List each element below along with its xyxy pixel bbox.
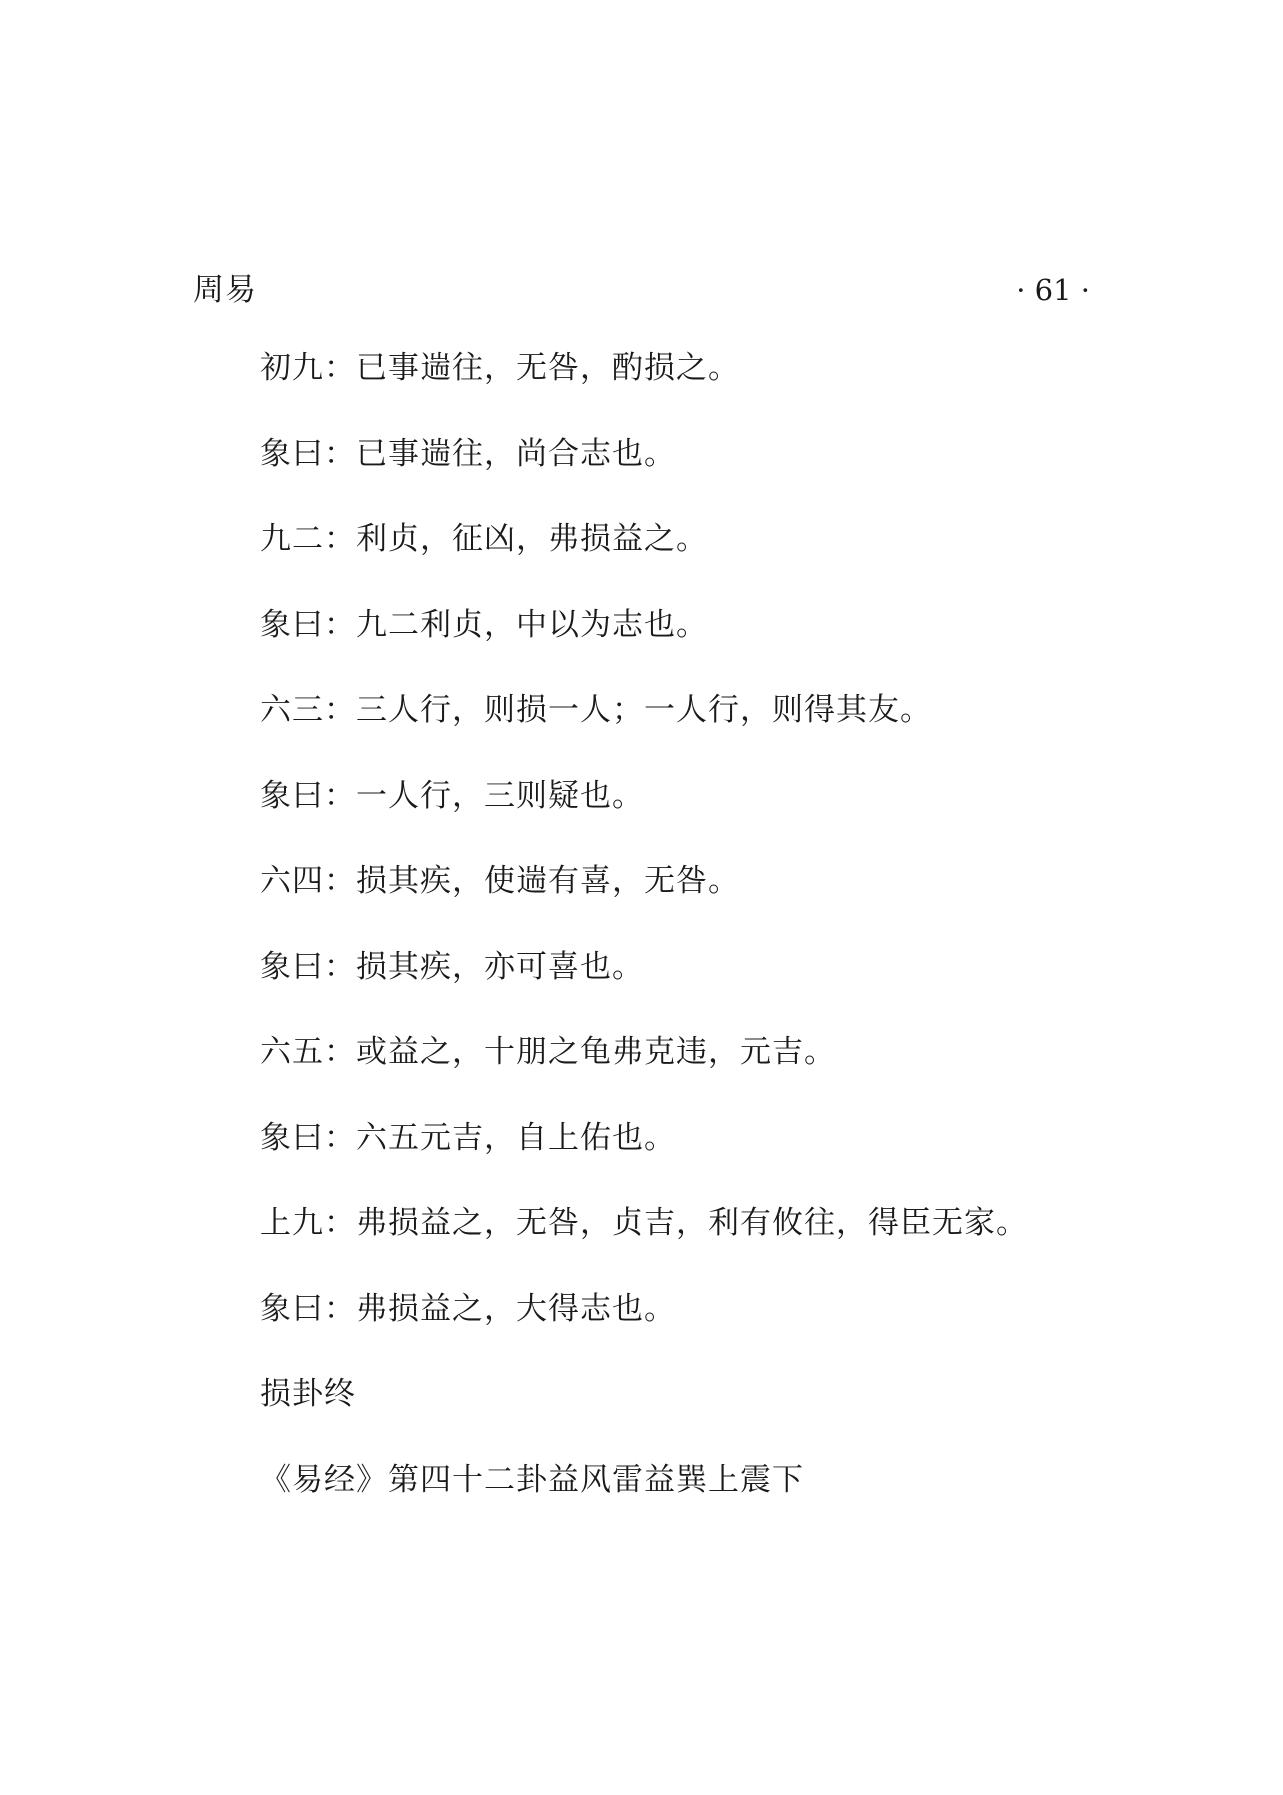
page-header	[193, 268, 1090, 312]
text-line: 上九：弗损益之，无咎，贞吉，利有攸往，得臣无家。	[260, 1205, 1028, 1241]
next-chapter-heading: 《易经》第四十二卦益风雷益巽上震下	[260, 1461, 804, 1498]
text-line: 象曰：九二利贞，中以为志也。	[260, 606, 708, 643]
text-line: 象曰：已事遄往，尚合志也。	[260, 435, 676, 472]
chapter-end-note: 损卦终	[260, 1376, 356, 1412]
text-line: 初九：已事遄往，无咎，酌损之。	[260, 350, 740, 386]
running-title: 周易	[193, 272, 257, 308]
text-line: 象曰：弗损益之，大得志也。	[260, 1290, 676, 1327]
text-line: 象曰：一人行，三则疑也。	[260, 777, 644, 814]
body-text	[260, 346, 1100, 1543]
text-line: 六三：三人行，则损一人；一人行，则得其友。	[260, 692, 932, 728]
page-number: · 61 ·	[1016, 273, 1090, 307]
text-line: 六四：损其疾，使遄有喜，无咎。	[260, 863, 740, 899]
text-line: 九二：利贞，征凶，弗损益之。	[260, 521, 708, 557]
text-line: 象曰：损其疾，亦可喜也。	[260, 948, 644, 985]
text-line: 象曰：六五元吉，自上佑也。	[260, 1119, 676, 1156]
text-line: 六五：或益之，十朋之龟弗克违，元吉。	[260, 1034, 836, 1070]
